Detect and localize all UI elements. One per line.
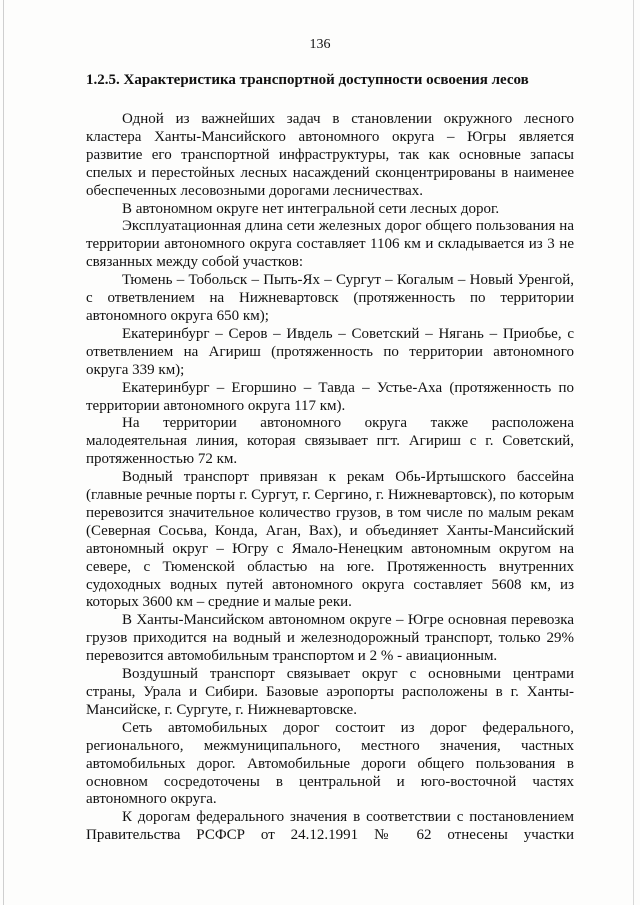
paragraph: Сеть автомобильных дорог состоит из дорог федерального, регионального, межмуниципального, местного значения, частных автомобильных дорог. Автомобильные дороги общего пользования в основном сосредоточены в центральной и юго-восточной частях автономного округа. bbox=[86, 719, 574, 808]
paragraph: Екатеринбург – Серов – Ивдель – Советский – Нягань – Приобье, с ответвлением на Агириш (протяженность по территории автономного округа 339 км); bbox=[86, 325, 574, 378]
paragraph: В Ханты-Мансийском автономном округе – Югре основная перевозка грузов приходится на водный и железнодорожный транспорт, только 29% перевозится автомобильным транспортом и 2 % - авиационным. bbox=[86, 612, 574, 665]
paragraph: Эксплуатационная длина сети железных дорог общего пользования на территории автономного округа составляет 1106 км и складывается из 3 не связанных между собой участков: bbox=[86, 218, 574, 271]
paragraph: Екатеринбург – Егоршино – Тавда – Устье-Аха (протяженность по территории автономного округа 117 км). bbox=[86, 379, 574, 414]
section-title: 1.2.5. Характеристика транспортной доступности освоения лесов bbox=[86, 72, 529, 88]
paragraph: Тюмень – Тобольск – Пыть-Ях – Сургут – Когалым – Новый Уренгой, с ответвлением на Нижневартовск (протяженность по территории автономного округа 650 км); bbox=[86, 272, 574, 324]
paragraph: На территории автономного округа также расположена малодеятельная линия, которая связывает пгт. Агириш с г. Советский, протяженностью 72 км. bbox=[86, 415, 574, 468]
paragraph: Одной из важнейших задач в становлении окружного лесного кластера Ханты-Мансийского автономного округа – Югры является развитие его транспортной инфраструктуры, так как основные запасы спелых и перестойных лесных насаждений сконцентрированы в наименее обеспеченных лесовозными дорогами лесничествах. bbox=[86, 111, 574, 199]
paragraph: В автономном округе нет интегральной сети лесных дорог. bbox=[122, 200, 500, 217]
scan-edge-left bbox=[3, 0, 4, 905]
page-number: 136 bbox=[309, 37, 331, 52]
paragraph: Воздушный транспорт связывает округ с основными центрами страны, Урала и Сибири. Базовые аэропорты расположены в г. Ханты-Мансийске, г. Сургуте, г. Нижневартовске. bbox=[86, 666, 574, 718]
paragraph: Водный транспорт привязан к рекам Обь-Иртышского бассейна (главные речные порты г. Сургут, г. Сергино, г. Нижневартовск), по которым перевозится значительное количество грузов, в том числе по малым рекам (Северная Сосьва, Конда, Аган, Вах), и объединяет Ханты-Мансийский автономный округ – Югру с Ямало-Ненецким автономным округом на севере, с Тюменской областью на юге. Протяженность внутренних судоходных водных путей автономного округа составляет 5608 км, из которых 3600 км – средние и малые реки. bbox=[86, 469, 574, 611]
scan-edge-right bbox=[633, 0, 634, 905]
paragraph: К дорогам федерального значения в соответствии с постановлением Правительства РСФСР от 24.12.1991 № 62 отнесены участки bbox=[86, 809, 574, 844]
body-text bbox=[86, 111, 574, 845]
